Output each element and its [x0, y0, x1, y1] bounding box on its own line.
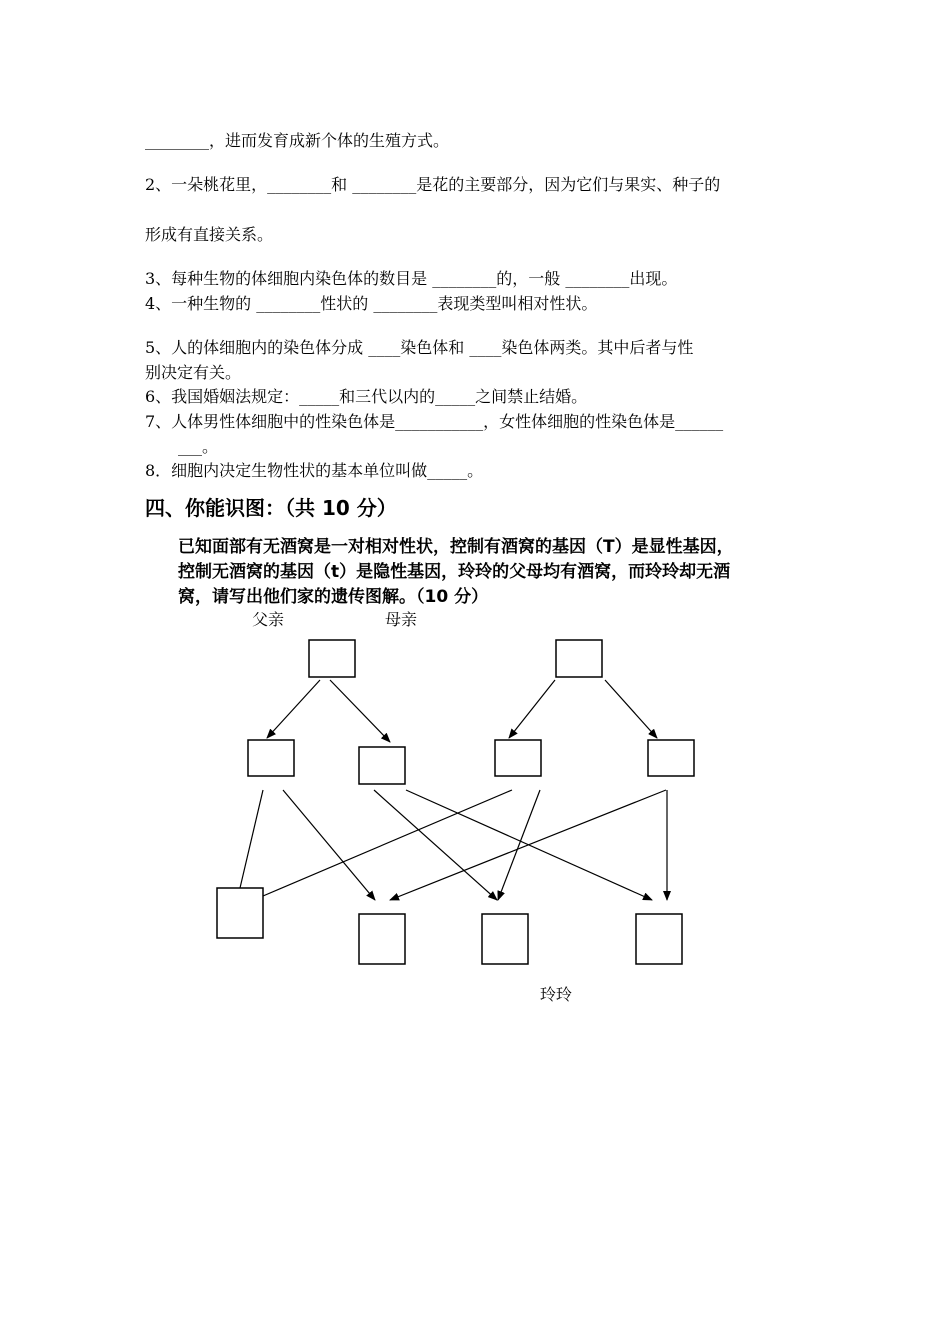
- section-4-prompt-line-1: 已知面部有无酒窝是一对相对性状，控制有酒窝的基因（T）是显性基因，: [178, 537, 734, 557]
- question-4: 4、一种生物的 ________性状的 ________表现类型叫相对性状。: [145, 294, 598, 313]
- arrow-fgamete1-to-offspring-2: [283, 790, 375, 900]
- mother-genotype-box[interactable]: [556, 640, 602, 677]
- arrow-fgamete2-to-offspring-3: [374, 790, 497, 900]
- question-7-line-2: ___。: [178, 437, 219, 456]
- father-gamete-box-1[interactable]: [248, 740, 294, 776]
- line-fgamete1-to-offspring-1: [240, 790, 263, 888]
- father-gamete-box-2[interactable]: [359, 747, 405, 784]
- question-3: 3、每种生物的体细胞内染色体的数目是 ________的，一般 ________出现。: [145, 269, 678, 288]
- arrow-mother-to-gamete-1: [509, 680, 555, 738]
- section-4-prompt-line-3: 窝，请写出他们家的遗传图解。（10 分）: [178, 587, 489, 607]
- arrow-mgamete1-to-offspring-3: [498, 790, 540, 900]
- question-1-continuation: ________，进而发育成新个体的生殖方式。: [145, 131, 450, 150]
- arrow-mgamete2-to-offspring-2: [390, 790, 666, 900]
- question-2-line-1: 2、一朵桃花里，________和 ________是花的主要部分，因为它们与果实、种子的: [145, 175, 721, 194]
- question-8: 8．细胞内决定生物性状的基本单位叫做_____。: [145, 461, 484, 480]
- section-4-prompt-line-2: 控制无酒窝的基因（t）是隐性基因，玲玲的父母均有酒窝，而玲玲却无酒: [178, 562, 731, 582]
- mother-gamete-box-1[interactable]: [495, 740, 541, 776]
- arrow-father-to-gamete-1: [267, 680, 320, 738]
- mother-label: 母亲: [385, 610, 418, 629]
- question-2-line-2: 形成有直接关系。: [145, 225, 274, 244]
- offspring-box-1[interactable]: [217, 888, 263, 938]
- offspring-box-3[interactable]: [482, 914, 528, 964]
- offspring-box-4[interactable]: [636, 914, 682, 964]
- mother-gamete-box-2[interactable]: [648, 740, 694, 776]
- offspring-box-2[interactable]: [359, 914, 405, 964]
- question-5-line-2: 别决定有关。: [145, 363, 242, 382]
- arrow-mother-to-gamete-2: [605, 680, 657, 738]
- section-4-heading: 四、你能识图：（共 10 分）: [145, 496, 397, 520]
- father-label: 父亲: [252, 610, 285, 629]
- question-7-line-1: 7、人体男性体细胞中的性染色体是___________，女性体细胞的性染色体是______: [145, 412, 724, 431]
- question-5-line-1: 5、人的体细胞内的染色体分成 ____染色体和 ____染色体两类。其中后者与性: [145, 338, 694, 357]
- arrow-father-to-gamete-2: [330, 680, 390, 742]
- child-label: 玲玲: [540, 985, 573, 1004]
- father-genotype-box[interactable]: [309, 640, 355, 677]
- question-6: 6、我国婚姻法规定：_____和三代以内的_____之间禁止结婚。: [145, 387, 588, 406]
